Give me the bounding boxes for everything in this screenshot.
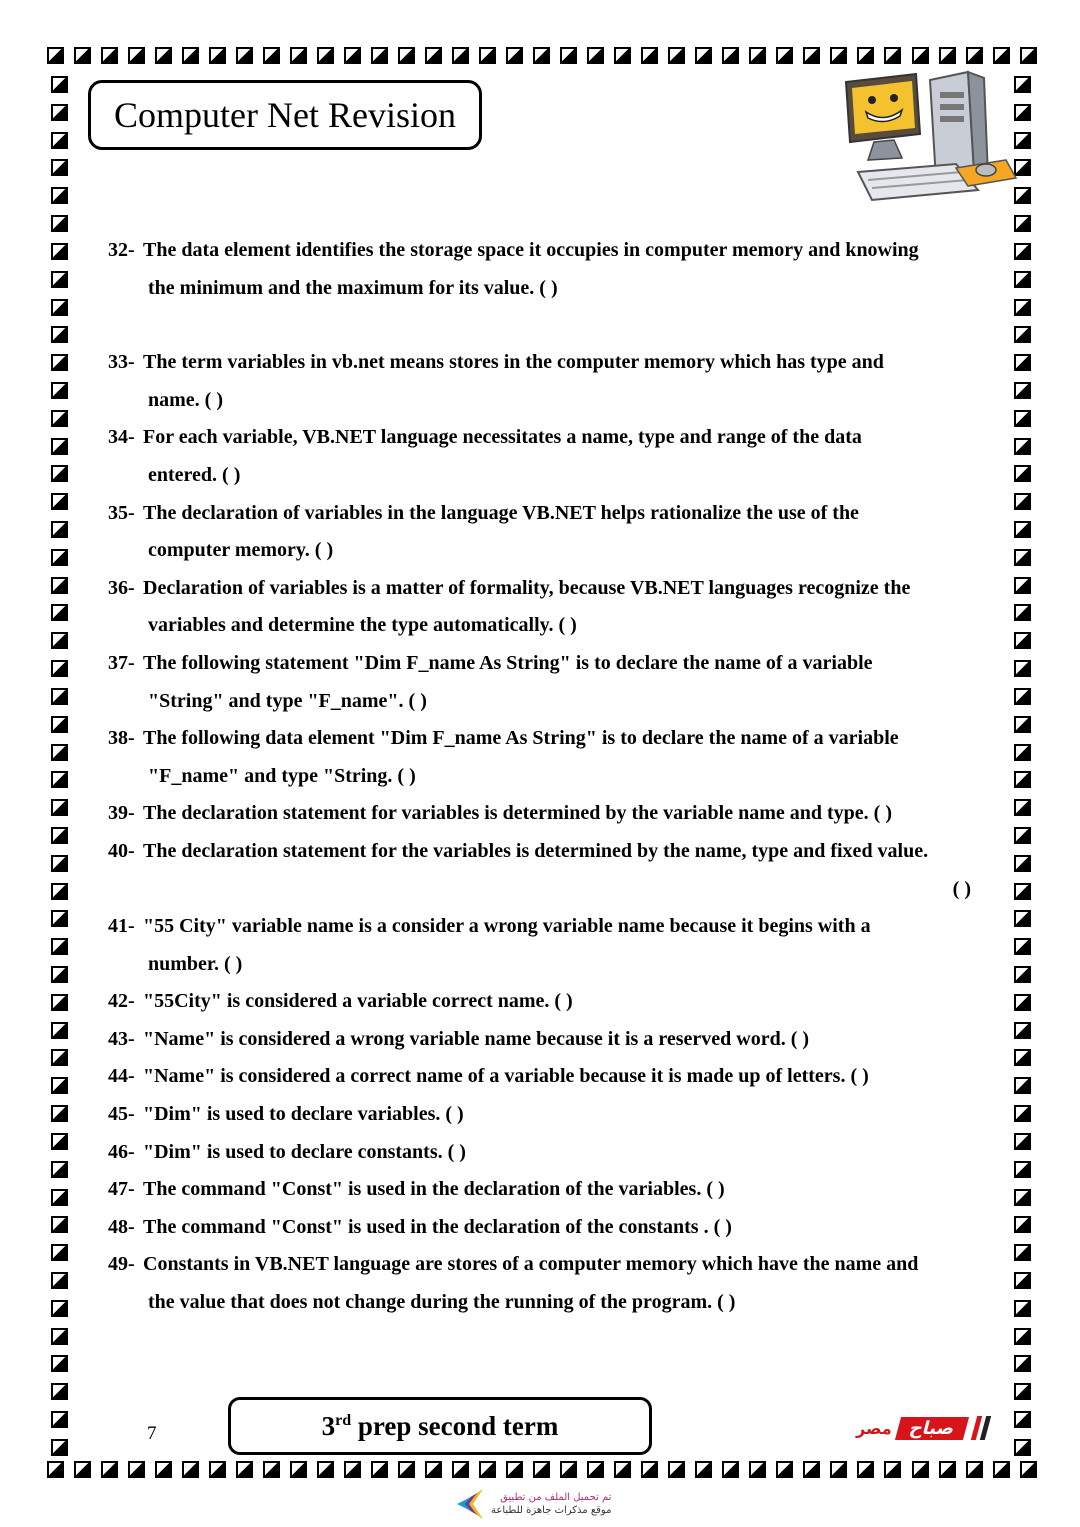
border-square xyxy=(1014,326,1031,343)
border-square xyxy=(51,187,68,204)
question-number: 37- xyxy=(108,651,135,674)
border-square xyxy=(912,47,929,64)
border-square xyxy=(1014,410,1031,427)
border-square xyxy=(749,47,766,64)
border-square xyxy=(1014,521,1031,538)
question-text: The command "Const" is used in the declaration of the variables. ( ) xyxy=(143,1178,725,1201)
border-square xyxy=(51,104,68,121)
question-text-continued: entered. ( ) xyxy=(148,463,241,486)
question-number: 36- xyxy=(108,576,135,599)
border-square xyxy=(857,1461,874,1478)
border-square xyxy=(101,1461,118,1478)
border-square xyxy=(51,438,68,455)
border-square xyxy=(317,1461,334,1478)
question-number: 43- xyxy=(108,1027,135,1050)
border-square xyxy=(1014,994,1031,1011)
border-square xyxy=(51,354,68,371)
border-square xyxy=(1014,1272,1031,1289)
border-square xyxy=(1020,47,1037,64)
border-square xyxy=(506,1461,523,1478)
border-square xyxy=(803,47,820,64)
border-square xyxy=(263,1461,280,1478)
border-square xyxy=(533,47,550,64)
border-square xyxy=(560,47,577,64)
border-square xyxy=(830,47,847,64)
border-square xyxy=(1014,827,1031,844)
page-border-right xyxy=(1014,76,1036,1456)
border-square xyxy=(1014,744,1031,761)
question-item xyxy=(108,908,1003,983)
border-square xyxy=(51,660,68,677)
term-label-box xyxy=(228,1397,652,1455)
border-square xyxy=(51,410,68,427)
border-square xyxy=(51,382,68,399)
border-square xyxy=(695,1461,712,1478)
question-item xyxy=(108,1246,1003,1321)
border-square xyxy=(722,1461,739,1478)
border-square xyxy=(966,47,983,64)
question-text: Constants in VB.NET language are stores of a computer memory which have the name and xyxy=(143,1253,919,1276)
border-square xyxy=(263,47,280,64)
border-square xyxy=(966,1461,983,1478)
border-square xyxy=(51,910,68,927)
border-square xyxy=(912,1461,929,1478)
border-square xyxy=(830,1461,847,1478)
border-square xyxy=(51,632,68,649)
question-text: "Name" is considered a correct name of a variable because it is made up of letters. ( ) xyxy=(143,1065,869,1088)
question-text-continued: name. ( ) xyxy=(148,388,223,411)
border-square xyxy=(1014,1411,1031,1428)
border-square xyxy=(668,47,685,64)
question-number: 44- xyxy=(108,1065,135,1088)
question-item xyxy=(108,1021,1003,1059)
question-item xyxy=(108,1171,1003,1209)
term-label: 3rd prep second term xyxy=(321,1410,559,1441)
border-square xyxy=(1014,632,1031,649)
border-square xyxy=(51,299,68,316)
border-square xyxy=(884,47,901,64)
border-square xyxy=(51,994,68,1011)
question-item xyxy=(108,833,1003,908)
border-square xyxy=(479,47,496,64)
watermark xyxy=(455,1484,615,1524)
border-square xyxy=(51,1189,68,1206)
border-square xyxy=(479,1461,496,1478)
border-square xyxy=(1014,1161,1031,1178)
question-number: 46- xyxy=(108,1140,135,1163)
question-text: Declaration of variables is a matter of formality, because VB.NET languages recognize the xyxy=(143,576,911,599)
question-item xyxy=(108,232,1003,307)
border-square xyxy=(47,47,64,64)
question-text: The following statement "Dim F_name As String" is to declare the name of a variable xyxy=(143,651,873,674)
border-square xyxy=(506,47,523,64)
question-text: The data element identifies the storage space it occupies in computer memory and knowing xyxy=(143,239,919,261)
border-square xyxy=(51,938,68,955)
border-square xyxy=(1014,716,1031,733)
border-square xyxy=(776,47,793,64)
border-square xyxy=(939,1461,956,1478)
brand-red-label: صباح xyxy=(895,1417,970,1440)
question-item xyxy=(108,1096,1003,1134)
question-number: 34- xyxy=(108,426,135,449)
border-square xyxy=(51,159,68,176)
border-square xyxy=(452,1461,469,1478)
border-square xyxy=(344,47,361,64)
answer-bracket: ( ) xyxy=(952,877,971,900)
border-square xyxy=(317,47,334,64)
border-square xyxy=(290,1461,307,1478)
border-square xyxy=(1014,1077,1031,1094)
border-square xyxy=(749,1461,766,1478)
border-square xyxy=(1014,1355,1031,1372)
border-square xyxy=(939,47,956,64)
question-text-continued: "F_name" and type "String. ( ) xyxy=(148,764,416,787)
border-square xyxy=(51,1105,68,1122)
border-square xyxy=(51,688,68,705)
border-square xyxy=(1014,382,1031,399)
border-square xyxy=(1014,577,1031,594)
watermark-text xyxy=(491,1491,611,1517)
questions-list xyxy=(108,232,1003,1322)
border-square xyxy=(614,1461,631,1478)
question-text: "Dim" is used to declare constants. ( ) xyxy=(143,1140,466,1163)
question-item xyxy=(108,1134,1003,1172)
question-text: The declaration statement for the variables is determined by the name, type and fixed value. xyxy=(143,839,929,862)
border-square xyxy=(1014,771,1031,788)
border-square xyxy=(51,1300,68,1317)
border-square xyxy=(51,215,68,232)
border-square xyxy=(993,1461,1010,1478)
question-item xyxy=(108,1058,1003,1096)
question-number: 42- xyxy=(108,990,135,1013)
border-square xyxy=(51,521,68,538)
brand-logo xyxy=(856,1413,992,1443)
border-square xyxy=(1014,1439,1031,1456)
question-text: "Dim" is used to declare variables. ( ) xyxy=(143,1103,464,1126)
border-square xyxy=(1014,1383,1031,1400)
watermark-line2: موقع مذكرات جاهزة للطباعة xyxy=(491,1505,612,1516)
border-square xyxy=(51,493,68,510)
border-square xyxy=(776,1461,793,1478)
border-square xyxy=(1014,215,1031,232)
border-square xyxy=(398,47,415,64)
border-square xyxy=(74,47,91,64)
watermark-chevron-icon xyxy=(455,1487,485,1521)
watermark-line1: تم تحميل الملف من تطبيق xyxy=(500,1492,612,1503)
question-item xyxy=(108,570,1003,645)
question-text-continued: variables and determine the type automatically. ( ) xyxy=(148,614,577,637)
border-square xyxy=(533,1461,550,1478)
page-title-box xyxy=(88,80,482,150)
brand-bars-icon xyxy=(972,1416,992,1440)
border-square xyxy=(587,47,604,64)
border-square xyxy=(101,47,118,64)
border-square xyxy=(51,271,68,288)
border-square xyxy=(51,243,68,260)
question-text: The term variables in vb.net means stores in the computer memory which has type and xyxy=(143,351,884,374)
border-square xyxy=(371,47,388,64)
border-square xyxy=(51,799,68,816)
border-square xyxy=(51,1022,68,1039)
page-border-top xyxy=(47,47,1037,69)
border-square xyxy=(182,1461,199,1478)
question-number: 48- xyxy=(108,1215,135,1238)
border-square xyxy=(155,1461,172,1478)
question-text: "55City" is considered a variable correct name. ( ) xyxy=(143,990,573,1013)
border-square xyxy=(857,47,874,64)
border-square xyxy=(51,1383,68,1400)
computer-clipart-icon xyxy=(838,68,1018,208)
question-text: The following data element "Dim F_name As String" is to declare the name of a variable xyxy=(143,727,899,750)
question-item xyxy=(108,645,1003,720)
question-item xyxy=(108,720,1003,795)
border-square xyxy=(452,47,469,64)
question-text-continued: the minimum and the maximum for its value. ( ) xyxy=(148,276,558,299)
question-number: 41- xyxy=(108,915,135,938)
border-square xyxy=(51,1077,68,1094)
border-square xyxy=(560,1461,577,1478)
border-square xyxy=(209,47,226,64)
question-number: 40- xyxy=(108,839,135,862)
question-text: "Name" is considered a wrong variable name because it is a reserved word. ( ) xyxy=(143,1027,810,1050)
border-square xyxy=(290,47,307,64)
question-item xyxy=(108,795,1003,833)
border-square xyxy=(1014,910,1031,927)
border-square xyxy=(1014,271,1031,288)
border-square xyxy=(47,1461,64,1478)
border-square xyxy=(51,1355,68,1372)
border-square xyxy=(425,1461,442,1478)
border-square xyxy=(51,771,68,788)
question-number: 45- xyxy=(108,1103,135,1126)
border-square xyxy=(128,47,145,64)
question-text: The command "Const" is used in the declaration of the constants . ( ) xyxy=(143,1215,732,1238)
border-square xyxy=(51,132,68,149)
brand-text: مصر xyxy=(856,1418,892,1438)
border-square xyxy=(1014,1244,1031,1261)
border-square xyxy=(51,549,68,566)
border-square xyxy=(695,47,712,64)
border-square xyxy=(614,47,631,64)
border-square xyxy=(155,47,172,64)
border-square xyxy=(1014,354,1031,371)
border-square xyxy=(344,1461,361,1478)
border-square xyxy=(1014,549,1031,566)
border-square xyxy=(1014,938,1031,955)
border-square xyxy=(51,966,68,983)
border-square xyxy=(1020,1461,1037,1478)
question-text: For each variable, VB.NET language necessitates a name, type and range of the data xyxy=(143,426,862,449)
border-square xyxy=(1014,688,1031,705)
border-square xyxy=(51,1161,68,1178)
border-square xyxy=(51,1411,68,1428)
border-square xyxy=(587,1461,604,1478)
border-square xyxy=(1014,1328,1031,1345)
border-square xyxy=(1014,1049,1031,1066)
border-square xyxy=(51,1133,68,1150)
border-square xyxy=(641,1461,658,1478)
border-square xyxy=(1014,855,1031,872)
border-square xyxy=(641,47,658,64)
question-item xyxy=(108,983,1003,1021)
border-square xyxy=(74,1461,91,1478)
border-square xyxy=(1014,465,1031,482)
border-square xyxy=(425,47,442,64)
border-square xyxy=(51,855,68,872)
question-number: 47- xyxy=(108,1178,135,1201)
question-text: "55 City" variable name is a consider a wrong variable name because it begins with a xyxy=(143,915,871,938)
question-text: The declaration statement for variables is determined by the variable name and type. ( ) xyxy=(143,802,892,825)
border-square xyxy=(1014,966,1031,983)
border-square xyxy=(1014,1300,1031,1317)
border-square xyxy=(51,1244,68,1261)
question-item xyxy=(108,419,1003,494)
question-text-continued: the value that does not change during the running of the program. ( ) xyxy=(148,1291,736,1314)
border-square xyxy=(1014,1189,1031,1206)
border-square xyxy=(993,47,1010,64)
border-square xyxy=(236,47,253,64)
question-number: 32- xyxy=(108,239,135,261)
page-border-bottom xyxy=(47,1461,1037,1483)
border-square xyxy=(1014,799,1031,816)
border-square xyxy=(51,1216,68,1233)
border-square xyxy=(51,744,68,761)
question-item xyxy=(108,344,1003,419)
border-square xyxy=(1014,243,1031,260)
border-square xyxy=(51,1272,68,1289)
border-square xyxy=(51,883,68,900)
border-square xyxy=(1014,438,1031,455)
border-square xyxy=(51,716,68,733)
border-square xyxy=(884,1461,901,1478)
page-title: Computer Net Revision xyxy=(114,95,456,135)
question-text-continued: computer memory. ( ) xyxy=(148,539,334,562)
border-square xyxy=(51,465,68,482)
border-square xyxy=(1014,299,1031,316)
question-number: 49- xyxy=(108,1253,135,1276)
border-square xyxy=(128,1461,145,1478)
border-square xyxy=(236,1461,253,1478)
border-square xyxy=(51,1439,68,1456)
border-square xyxy=(1014,1216,1031,1233)
question-number: 35- xyxy=(108,501,135,524)
border-square xyxy=(51,76,68,93)
border-square xyxy=(51,1328,68,1345)
border-square xyxy=(398,1461,415,1478)
border-square xyxy=(722,47,739,64)
border-square xyxy=(51,604,68,621)
border-square xyxy=(51,326,68,343)
border-square xyxy=(1014,660,1031,677)
border-square xyxy=(1014,883,1031,900)
question-item xyxy=(108,495,1003,570)
page-number: 7 xyxy=(147,1423,157,1444)
question-number: 39- xyxy=(108,802,135,825)
page-border-left xyxy=(51,76,73,1456)
border-square xyxy=(803,1461,820,1478)
border-square xyxy=(182,47,199,64)
border-square xyxy=(668,1461,685,1478)
border-square xyxy=(1014,493,1031,510)
question-text-continued: "String" and type "F_name". ( ) xyxy=(148,689,427,712)
border-square xyxy=(1014,1133,1031,1150)
question-text: The declaration of variables in the language VB.NET helps rationalize the use of the xyxy=(143,501,859,524)
border-square xyxy=(1014,1022,1031,1039)
question-text-continued: number. ( ) xyxy=(148,952,243,975)
border-square xyxy=(209,1461,226,1478)
border-square xyxy=(51,827,68,844)
question-number: 33- xyxy=(108,351,135,374)
border-square xyxy=(51,1049,68,1066)
border-square xyxy=(51,577,68,594)
border-square xyxy=(371,1461,388,1478)
border-square xyxy=(1014,1105,1031,1122)
question-number: 38- xyxy=(108,727,135,750)
question-item xyxy=(108,1209,1003,1247)
border-square xyxy=(1014,604,1031,621)
